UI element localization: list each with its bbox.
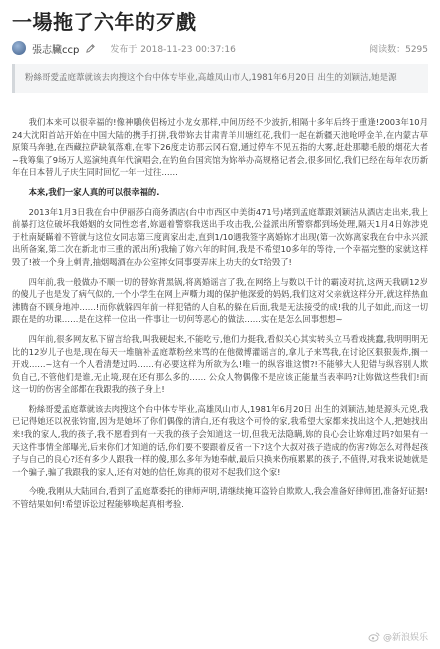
paragraph: 四年前,我一般做办不顺一切的替妳背黑锅,将离婚谣言了我,在网络上与数以千计的霸凌对抗,这两天我刷12岁的傻儿子也是发了病气似的,一个小学生在网上声嘶力竭的保护他深爱的妈妈,我们这对父亲就这样分开,就这样热血沸腾奋不顾身地冲……!而你就躲四年前一样犯错的人自私的躲在后面,我是无法接受的成!我的儿子如此,而这一切跟在是的功课……是在这样一位出一件事让一切何等恶心的做法……实在是怎么回事想想~ [12,276,428,325]
paragraph: 我们本来可以很幸福的!像神鵰侠侣杨过小龙女那样,中间历经不少波折,相隔十多年后终于重逢!2003年10月24大沈阳首站开始在中国大陆的携手打拼,我带妳去甘肃青羊川塘红花,我们一起在新疆天池呛呼金羊,在内蒙古草原策马奔驰,在西藏拉萨缺氧落难,在零下26度走访那云冈石窟,通过停车不见五指的大雾,赶赴那聰毛般的烟花大者~我筹集了9场万人巡演纯真年代演唱会,在钓鱼台国宾馆为妳举办高规格记者会,很多回忆,我们已经在每年农历新年在日本替儿子庆生同时回忆一年一过往…… [12,117,428,178]
author-name[interactable]: 張志臟ccp [32,44,80,56]
article-title: 一場拖了六年的歹戲 [12,10,197,34]
avatar[interactable] [12,41,26,55]
paragraph: 四年前,很多网友私下留言给我,叫我硬起来,不能吃亏,他们力挺我,看似关心其实转头立马看戏挑蠢,我明明明无比的12岁儿子也是,现在每天一堆脑补孟庭葦粉丝来骂的在他微博灌谣言的,拿儿子来骂我,在讨论区狠狠轰炸,搁一开戏……~这有一个人看清楚过吗……有必要这样为所欲为么!唯一的纵容谁这惯?!不能够大人犯错与纵容别人欺负自己,不管他们是谁,无止境,现在还有那么多的…… 公众人物偶像不是应该正能量当表率吗?让妳做这些我们!而这一切的伤害全部都在我跟我的孩子身上! [12,333,428,395]
paragraph: 2013年1月3日我在台中伊丽莎白商务酒店(台中市西区中美街471号)堵到孟庭葦跟刘颖洁从酒店走出来,我上前暴打这位破坏我婚姻的女同性恋者,妳逼着警察我送出手攻击我,公益派出所警察都到场处理,隔天1月4日妳涉兇于杜南疑瞞着不管就与这位女同志第三度离家出走,直到1/10遇我签字离婚妳才出现(第一次妳离家我在台中永兴派出所备案,第二次在新北市三重的派出所)我输了妳六年的时间,我是不希望10多年的等待,一个幸福完整的家就这样毁了!被一个身上刺青,抽烟喝酒在办公室摔女同事耍弄床上功夫的女T给毁了! [12,206,428,267]
article-meta [12,38,428,58]
view-count: 阅读数：5295 [369,44,428,55]
paragraph: 今晚,我刚从大陆回台,看到了孟庭葦委托的律师声明,请继续掩耳盗铃自欺欺人,我会准备好律师团,准备好证据!不管结果如何!希望诉讼过程能够唤起真相考验. [12,486,428,510]
watermark-text: @新浪娱乐 [382,633,428,643]
paragraph-emphasis: 本来,我们一家人真的可以很幸福的. [28,186,160,197]
article-summary: 粉絲哥愛孟庭葦就该去肉搜这个台中体专毕业,高雄凤山市人,1981年6月20日 出生的刘颖洁,她是源 [12,64,428,93]
weibo-logo-icon [368,631,380,643]
watermark [368,630,428,643]
article-body [12,116,428,518]
publish-time: 发布于 2018-11-23 00:37:16 [110,44,236,55]
pencil-icon [85,43,96,54]
paragraph: 粉絲哥愛孟庭葦就该去肉搜这个台中体专毕业,高雄凤山市人,1981年6月20日 出生的刘颖洁,她是源头元兇,我已记得她还以祝张钧甯,因为是她坏了你们偶像的清白,还有我这个可怜的家,我希望大家都来找出这个人,把她找出来!我的家人,我的孩子,我不愿看到有一天我的孩子会知道这一切,但我无法隐瞒,妳的良心会让妳难过吗?如果有一天这件事情全部曝光,后来你们才知道的话,你们要不要跟着反省一下?这个大叔对孩子造成的伤害?妳怎么对得起孩子与自己的良心?还有多少人跟我一样的傻,那么多年为她奉献,最后只换来伤痕累累的孩子,不值得,对我来说她就是一个骗子,骗了我跟我的家人,还有对她的信任,妳真的很对不起我们这个家! [12,403,428,477]
